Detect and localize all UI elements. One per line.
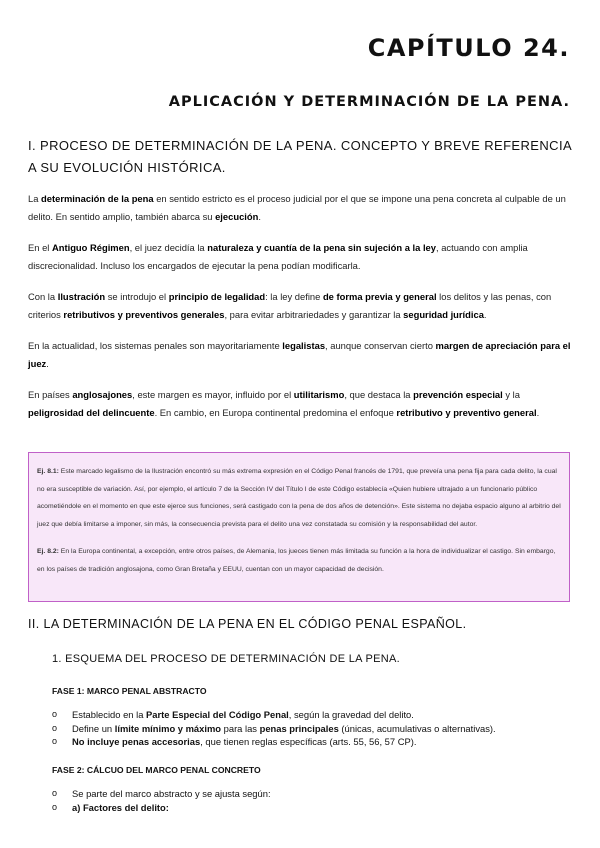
paragraph [28,190,573,226]
text-run: , según la gravedad del delito. [288,709,414,720]
list-item [52,801,271,815]
bold-text: peligrosidad del delincuente [28,407,155,418]
text-run: y la [502,389,520,400]
bold-text: anglosajones [72,389,133,400]
paragraph [28,337,573,373]
text-run: La [28,193,42,204]
text-run: . En cambio, en Europa continental predomina el enfoque [154,407,397,418]
chapter-title: CAPÍTULO 24. [367,34,570,62]
bold-text: No incluye penas accesorias [72,736,201,748]
text-run: Define un [72,722,115,734]
list-item [52,708,496,722]
text-run: , este margen es mayor, influido por el [132,389,294,400]
text-run: Se parte del marco abstracto y se ajusta según: [72,788,271,799]
bullet-icon: o [52,801,58,812]
text-run: . [483,309,487,320]
phase-1-title: FASE 1: MARCO PENAL ABSTRACTO [52,686,207,696]
bold-text: prevención especial [413,389,503,400]
text-run: En la actualidad, los sistemas penales son mayoritariamente [28,340,283,351]
text-run: . [46,358,49,369]
bold-text: Ej. 8.1: [37,468,59,475]
text-run: En países [28,389,73,400]
text-run: Establecido en la [72,709,147,720]
section-1-heading: I. PROCESO DE DETERMINACIÓN DE LA PENA. CONCEPTO Y BREVE REFERENCIA A SU EVOLUCIÓN HISTÓRICA. [28,138,572,175]
bold-text: legalistas [282,340,326,351]
bold-text: penas principales [259,722,339,734]
bold-text: Antiguo Régimen [51,242,130,253]
bold-text: principio de legalidad [168,291,266,302]
bold-text: Ilustración [57,291,106,302]
phase-1-list [52,708,496,749]
text-run: Este marcado legalismo de la Ilustración encontró su más extrema expresión en el Código Penal francés de 1791, que preveía una pena fija para cada delito, la cual no era susceptible de variación. Así, por ejemplo, el artículo 7 de la Sección IV del Título I de este Código establecía «Quien hubiere ultrajado a un funcionario público acometiéndole en el momento en que este ejerce sus funciones, será castigado con la pena de dos años de detención». Este sistema no dejaba espacio alguno al arbitrio del juez que debía limitarse a imponer, sin más, la consecuencia prevista para el delito una vez constatada su comisión y la responsabilidad del autor. [37,468,561,528]
section-2-heading: II. LA DETERMINACIÓN DE LA PENA EN EL CÓDIGO PENAL ESPAÑOL. [28,617,467,631]
text-run: , el juez decidía la [129,242,208,253]
text-run: , para evitar arbitrariedades y garantizar la [224,309,404,320]
text-run: para las [221,722,260,734]
text-run: , aunque conservan cierto [325,340,436,351]
bold-text: límite mínimo y máximo [114,722,222,734]
example-note [37,543,561,578]
bullet-icon: o [52,736,58,747]
bold-text: retributivo y preventivo general [396,407,537,418]
text-run: En la Europa continental, a excepción, entre otros países, de Alemania, los jueces tienen más limitada su función a la hora de individualizar el castigo. Sin embargo, en los países de tradición anglosajona, como Gran Bretaña y EEUU, cuentan con un mayor capacidad de decisión. [37,548,556,573]
text-run: se introdujo el [105,291,169,302]
chapter-subtitle: APLICACIÓN Y DETERMINACIÓN DE LA PENA. [168,94,570,110]
text-run: . [258,211,261,222]
text-run: los delitos y las penas, con criterios [28,291,552,320]
bold-text: de forma previa y general [322,291,437,302]
bold-text: retributivos y preventivos generales [63,309,225,320]
list-item [52,787,271,801]
text-run: En el [28,242,52,253]
subsection-1-heading: 1. ESQUEMA DEL PROCESO DE DETERMINACIÓN DE LA PENA. [52,653,401,665]
bold-text: a) Factores del delito: [72,801,169,813]
text-run: (únicas, acumulativas o alternativas). [338,722,496,734]
text-run: en sentido estricto es el proceso judicial por el que se impone una pena concreta al culpable de un delito. En sentido amplio, también abarca su [28,193,566,222]
bold-text: utilitarismo [293,389,345,400]
paragraph [28,386,573,422]
phase-2-list [52,787,271,814]
paragraph [28,239,573,275]
bold-text: determinación de la pena [41,193,154,204]
text-run: Con la [28,291,58,302]
bold-text: Ej. 8.2: [37,548,59,556]
text-run: : la ley define [265,291,323,302]
bullet-icon: o [52,722,58,733]
bullet-icon: o [52,709,58,719]
text-run: . [536,407,540,418]
bold-text: margen de apreciación para el juez [28,340,571,369]
paragraph [28,288,573,324]
bold-text: seguridad jurídica [403,309,484,320]
text-run: , actuando con amplia discrecionalidad. Incluso los encargados de ejecutar la pena podían modificarla. [28,242,528,271]
text-run: , que destaca la [344,389,414,400]
text-run: , que tienen reglas específicas (arts. 55, 56, 57 CP). [200,736,417,748]
example-note [37,463,561,533]
section-1-body [28,190,573,435]
bullet-icon: o [52,788,58,798]
phase-2-title: FASE 2: CÁLCUO DEL MARCO PENAL CONCRETO [52,765,261,775]
example-box [28,452,570,602]
bold-text: naturaleza y cuantía de la pena sin sujeción a la ley [207,242,436,253]
list-item [52,722,496,736]
bold-text: Parte Especial del Código Penal [146,709,289,720]
list-item [52,735,496,749]
bold-text: ejecución [215,211,259,222]
